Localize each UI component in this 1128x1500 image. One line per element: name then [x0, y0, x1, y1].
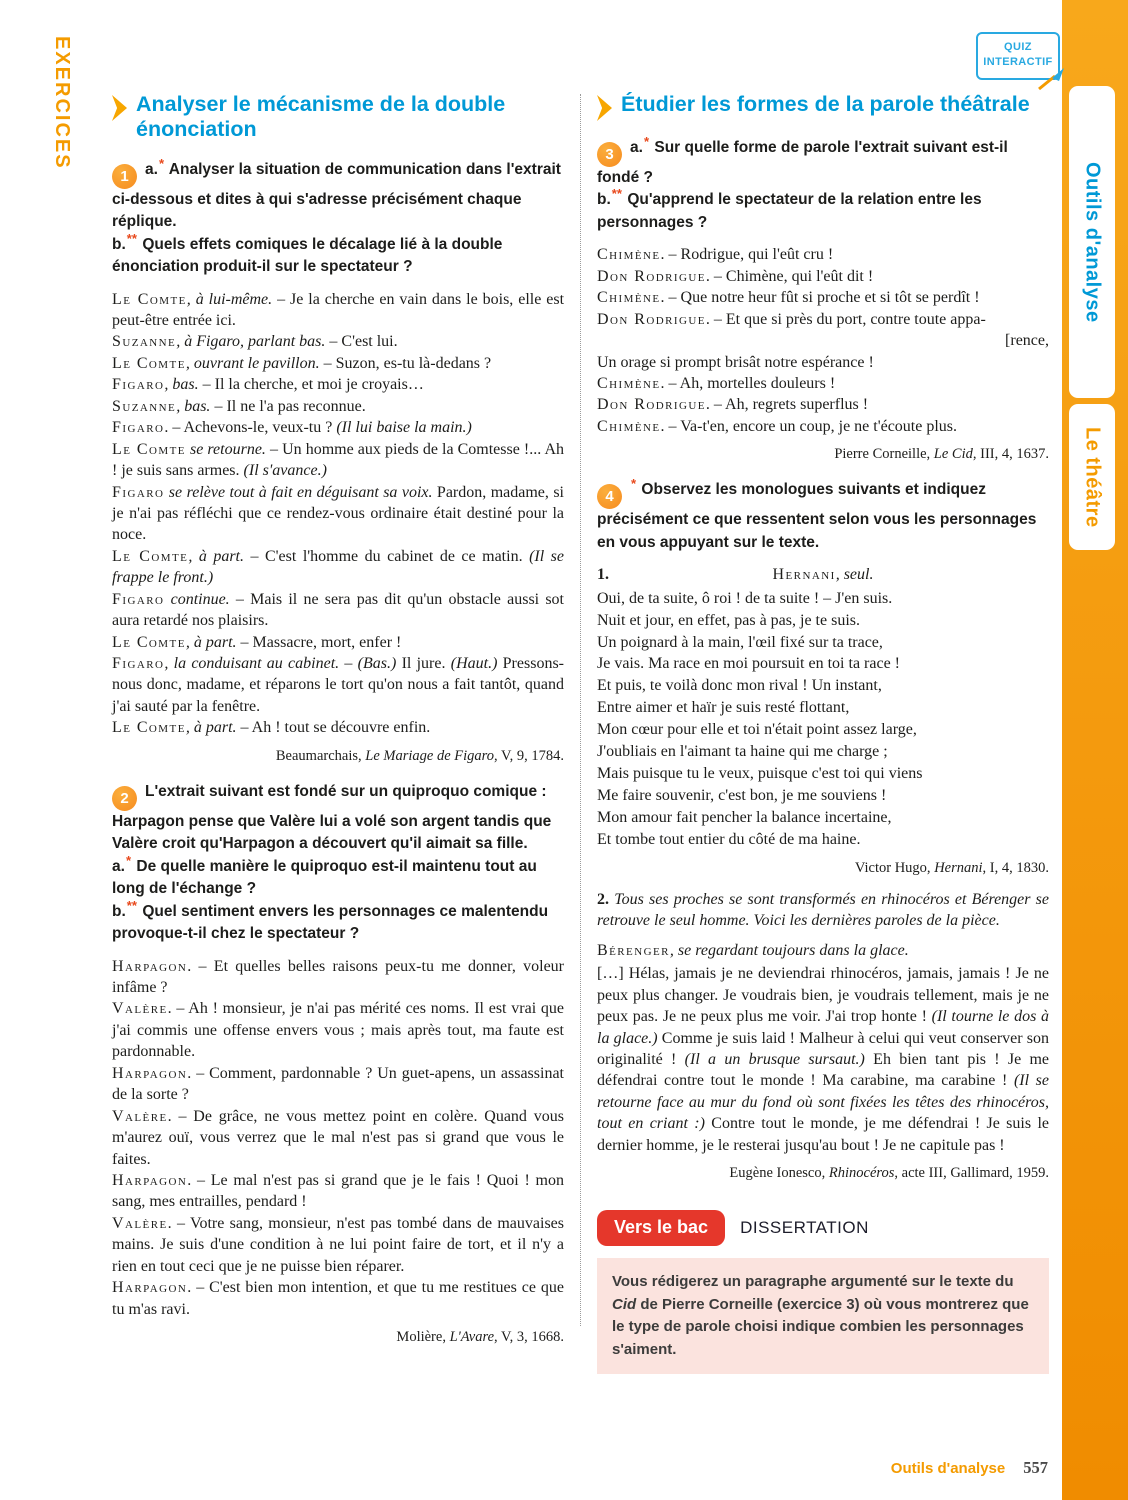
dialogue-line — [112, 353, 564, 374]
speaker-name: Suzanne — [112, 333, 177, 351]
text: , III, 4, 1637. — [972, 446, 1049, 463]
text: […] Hélas, jamais je ne deviendrai rhinocéros, jamais, jamais ! Je ne peux plus changer. Je voudrais bien, je voudrais tellement, mais je ne peux pas. Je ne peux plus me voir. J'ai trop honte ! — [597, 965, 1049, 1026]
bac-task-box — [597, 1258, 1049, 1374]
text: , V, 9, 1784. — [494, 747, 564, 764]
right-edge-strip — [1062, 0, 1128, 1500]
text: . – Ah, regrets superflus ! — [705, 396, 869, 414]
speaker-name: Harpagon — [112, 1064, 188, 1082]
text: – Ah ! tout se découvre enfin. — [236, 719, 431, 737]
content-columns — [112, 84, 1050, 1374]
italic-text: , à part. — [188, 547, 245, 565]
speaker-name: Le Comte — [112, 290, 187, 308]
hernani-header — [597, 564, 1049, 585]
italic-text: , bas. — [176, 397, 211, 415]
dialogue-line — [597, 309, 1049, 330]
text: . – Que notre heur fût si proche et si tôt se perdît ! — [660, 289, 980, 307]
text: Observez les monologues suivants et indiquez précisément ce que ressentent selon vous les personnages en vous appuyant sur le texte. — [597, 481, 1037, 551]
italic-text: (Bas.) — [357, 655, 397, 673]
text: . – Chimène, qui l'eût dit ! — [705, 267, 874, 285]
dialogue-line — [112, 589, 564, 632]
dialogue-line — [597, 330, 1049, 351]
speaker-name: Le Comte — [112, 633, 186, 651]
italic-text: , seul. — [835, 566, 874, 584]
text: , I, 4, 1830. — [982, 859, 1049, 876]
italic-text: , ouvrant le pavillon. — [185, 354, 320, 372]
text: Pardon, madame, si je n'ai pas réfléchi que ce rendez-vous ordinaire était destiné pour la noce. — [112, 483, 564, 544]
text: Eh bien tant pis ! Je me défendrai contre tout le monde ! Ma carabine, ma carabine ! — [597, 1050, 1050, 1090]
chevron-icon — [112, 95, 127, 121]
difficulty-asterisk: * — [125, 852, 132, 868]
ionesco-monologue — [597, 963, 1049, 1156]
text: Pressons-nous donc, madame, et réparons le tort qu'on nous a fait tantôt, quand j'ai sauté par la fenêtre. — [112, 655, 564, 715]
text: Sur quelle forme de parole l'extrait suivant est-il fondé ? — [597, 139, 1008, 186]
speaker-name: Don Rodrigue — [597, 310, 706, 328]
text: Qu'apprend le spectateur de la relation entre les personnages ? — [597, 191, 982, 231]
page-footer — [891, 1458, 1048, 1478]
text: b. — [597, 191, 611, 209]
italic-text: (Il se frappe le front.) — [112, 547, 564, 587]
text: . – C'est bien mon intention, et que tu me restitues ce que tu m'as ravi. — [112, 1279, 564, 1318]
speaker-name: Le Comte — [112, 354, 186, 372]
speaker-name: Chimène — [597, 246, 661, 264]
text: Il jure. — [396, 655, 451, 673]
text: Vous rédigerez un paragraphe argumenté sur le texte du — [612, 1273, 1014, 1291]
hernani-poem — [597, 588, 1049, 851]
quiz-badge-line1: QUIZ — [1004, 41, 1032, 53]
text: a. — [112, 857, 125, 875]
speaker-name: Valère — [112, 1214, 168, 1232]
speaker-name: Figaro — [112, 419, 165, 437]
section-heading-right — [597, 92, 1049, 121]
side-tab-le-theatre[interactable] — [1069, 404, 1115, 550]
italic-text: se retourne. — [185, 440, 266, 458]
text: – Il ne l'a pas reconnue. — [210, 397, 366, 415]
difficulty-asterisk: * — [643, 133, 650, 149]
text: b. — [112, 235, 126, 253]
vers-le-bac-badge: Vers le bac — [597, 1210, 725, 1246]
dialogue-line — [597, 352, 1049, 373]
beaumarchais-excerpt — [112, 289, 564, 739]
italic-text: , se regardant toujours dans la glace. — [669, 941, 909, 959]
text: a. — [630, 139, 643, 156]
text: . – Le mal n'est pas si grand que je le fais ! Quoi ! mon sang, mes entrailles, pendard ! — [112, 1171, 564, 1211]
dialogue-line — [112, 717, 564, 738]
exercise-4-question — [597, 476, 1049, 554]
text: . – De grâce, ne vous mettez point en colère. Quand vous m'aurez ouï, vous verrez que le mal n'est pas si grand que vous le faites. — [112, 1107, 564, 1168]
text: – Je la cherche en vain dans le bois, elle est peut-être entrée ici. — [112, 290, 565, 330]
exercise-number-badge: 3 — [597, 142, 622, 167]
speaker-name: Don Rodrigue — [597, 267, 706, 285]
text: – Suzon, es-tu là-dedans ? — [319, 354, 492, 372]
italic-text: Cid — [612, 1295, 637, 1313]
difficulty-asterisk: * — [158, 155, 165, 171]
italic-text: (Il lui baise la main.) — [336, 419, 472, 437]
text: . – Va-t'en, encore un coup, je ne t'écoute plus. — [660, 417, 958, 435]
italic-text: (Il se retourne face au mur du fond où sont fixées les têtes des rhinocéros, tout en criant :) — [597, 1072, 1049, 1133]
speaker-name: Hernani — [772, 566, 836, 584]
verse-line: J'oubliais en l'aimant ta haine qui me charge ; — [597, 743, 888, 761]
speaker-name: Harpagon — [112, 957, 188, 975]
cursor-arrow-icon — [1036, 67, 1066, 91]
dialogue-line — [112, 1277, 564, 1320]
verse-line: Nuit et jour, en effet, pas à pas, je te suis. — [597, 611, 860, 629]
section-title-right: Étudier les formes de la parole théâtrale — [621, 92, 1030, 116]
dialogue-line — [112, 546, 564, 589]
text: – — [339, 655, 358, 673]
text: L'extrait suivant est fondé sur un quiproquo comique : Harpagon pense que Valère lui a volé son argent tandis que Valère croit qu'Harpagon a découvert qu'il aimait sa fille. — [112, 782, 552, 853]
verse-line: Un poignard à la main, l'œil fixé sur ta trace, — [597, 633, 883, 651]
dialogue-line — [112, 1106, 564, 1170]
exercise-number-badge: 1 — [112, 164, 137, 189]
dialogue-line — [597, 244, 1049, 265]
text: – C'est l'homme du cabinet de ce matin. — [244, 547, 530, 565]
dialogue-line — [597, 266, 1049, 287]
text: [rence, — [1005, 332, 1049, 350]
text: Pierre Corneille, — [834, 446, 934, 463]
right-column — [597, 84, 1049, 1374]
speaker-name: Valère — [112, 1000, 168, 1018]
text: – C'est lui. — [325, 333, 398, 351]
dialogue-line — [112, 482, 564, 546]
moliere-attribution — [112, 1329, 564, 1346]
speaker-name: Le Comte — [112, 547, 189, 565]
text: . – Comment, pardonnable ? Un guet-apens, un assassinat de la sorte ? — [112, 1064, 564, 1104]
dialogue-line — [112, 632, 564, 653]
text: Comme je suis laid ! Malheur à celui qui veut conserver son originalité ! — [597, 1029, 1050, 1068]
text: – Un homme aux pieds de la Comtesse !... Ah ! je suis sans armes. — [112, 440, 564, 480]
speaker-name: Figaro — [112, 590, 165, 608]
text: Victor Hugo, — [854, 859, 935, 876]
italic-text: (Il s'avance.) — [243, 462, 327, 480]
moliere-excerpt — [112, 956, 564, 1320]
dialogue-line — [597, 416, 1049, 437]
speaker-name: Harpagon — [112, 1171, 188, 1189]
italic-text: Le Mariage de Figaro — [365, 747, 495, 764]
text: a. — [145, 160, 158, 178]
column-divider — [580, 94, 581, 1326]
corneille-attribution — [597, 446, 1049, 463]
dialogue-line — [597, 564, 1049, 585]
text: – Il la cherche, et moi je croyais… — [198, 376, 424, 394]
speaker-name: Le Comte — [112, 440, 186, 458]
speaker-name: Valère — [112, 1107, 168, 1125]
hernani-attribution — [597, 860, 1049, 877]
text: . – Ah ! monsieur, je n'ai pas mérité ces noms. Il est vrai que j'ai commis une offense envers vous ; mais après tout, ma faute est pardonnable. — [112, 1000, 564, 1061]
left-column — [112, 84, 564, 1374]
italic-text: , bas. — [164, 376, 199, 394]
dialogue-line — [112, 956, 564, 999]
section-title-left: Analyser le mécanisme de la double énonciation — [136, 92, 506, 142]
dialogue-line — [112, 331, 564, 352]
dialogue-line — [112, 417, 564, 438]
verse-line: Mon amour fait pencher la balance incertaine, — [597, 808, 892, 826]
text: . – Votre sang, monsieur, n'est pas tombé dans de mauvaises mains. Je suis d'une condition à ne lui point faire de tort, et il n'y a rien en tout ceci que je ne puisse bien réparer. — [112, 1214, 564, 1275]
ionesco-intro — [597, 889, 1049, 932]
italic-text: , à lui-même. — [186, 290, 273, 308]
quiz-interactif-badge[interactable] — [976, 32, 1060, 80]
text: Analyser la situation de communication dans l'extrait ci-dessous et dites à qui s'adresse précisément chaque réplique. — [112, 160, 561, 231]
italic-text: Rhinocéros — [828, 1165, 895, 1182]
ionesco-attribution — [597, 1165, 1049, 1182]
verse-line: Oui, de ta suite, ô roi ! de ta suite ! – J'en suis. — [597, 589, 893, 607]
dialogue-line — [597, 287, 1049, 308]
difficulty-asterisk: ** — [611, 186, 623, 202]
chevron-icon — [597, 95, 612, 121]
text: De quelle manière le quiproquo est-il maintenu tout au long de l'échange ? — [112, 857, 537, 898]
text: , acte III, Gallimard, 1959. — [894, 1165, 1049, 1182]
dialogue-line — [597, 394, 1049, 415]
section-heading-left — [112, 92, 564, 143]
italic-text: Le Cid — [933, 446, 973, 463]
bac-exercise-type: DISSERTATION — [740, 1218, 869, 1238]
italic-text: , la conduisant au cabinet. — [164, 655, 340, 673]
text: Molière, — [396, 1329, 450, 1346]
corneille-excerpt — [597, 244, 1049, 437]
speaker-name: Don Rodrigue — [597, 396, 706, 414]
italic-text: Hernani — [934, 859, 983, 876]
page-number: 557 — [1023, 1458, 1048, 1477]
text: – Mais il ne sera pas dit qu'un obstacle aussi sot aura retardé nos plaisirs. — [112, 590, 564, 630]
side-tab-theatre-label: Le théâtre — [1081, 426, 1104, 528]
verse-line: Entre aimer et haïr je suis resté flottant, — [597, 699, 850, 717]
text: . – Achevons-le, veux-tu ? — [164, 419, 337, 437]
vers-le-bac-row — [597, 1210, 1049, 1246]
text: – Massacre, mort, enfer ! — [236, 633, 402, 651]
italic-text: se relève tout à fait en déguisant sa voix. — [164, 483, 433, 501]
quiz-badge-line2: INTERACTIF — [983, 55, 1053, 68]
dialogue-line — [112, 1213, 564, 1277]
dialogue-line — [112, 653, 564, 717]
speaker-name: Suzanne — [112, 397, 177, 415]
verse-line: Mon cœur pour elle et toi n'était point assez large, — [597, 721, 917, 739]
verse-line: Je vais. Ma race en moi poursuit en toi ta race ! — [597, 655, 900, 673]
text: . – Ah, mortelles douleurs ! — [660, 375, 836, 393]
side-tab-outils-analyse[interactable] — [1069, 86, 1115, 398]
italic-text: (Il tourne le dos à la glace.) — [597, 1008, 1049, 1047]
dialogue-line — [112, 374, 564, 395]
text: Eugène Ionesco, — [729, 1165, 829, 1182]
text: . – Et que si près du port, contre toute appa- — [705, 310, 986, 328]
beaumarchais-attribution — [112, 748, 564, 765]
italic-text: L'Avare — [449, 1329, 495, 1346]
text: , V, 3, 1668. — [494, 1329, 564, 1346]
difficulty-asterisk: ** — [126, 897, 138, 913]
italic-text: continue. — [164, 590, 230, 608]
italic-text: , à part. — [185, 719, 237, 737]
speaker-name: Bérenger — [597, 941, 670, 959]
speaker-name: Chimène — [597, 289, 661, 307]
verse-line: Me faire souvenir, c'est bon, je me souviens ! — [597, 786, 887, 804]
italic-text: (Haut.) — [450, 655, 498, 673]
footer-section-label: Outils d'analyse — [890, 1460, 1006, 1477]
text: . – Et quelles belles raisons peux-tu me donner, voleur infâme ? — [112, 957, 564, 997]
dialogue-line — [112, 998, 564, 1062]
speaker-name: Chimène — [597, 375, 661, 393]
text: de Pierre Corneille (exercice 3) où vous montrerez que le type de parole choisi indique combien les personnages s'aiment. — [612, 1295, 1029, 1358]
bold-text: 2. — [597, 890, 615, 908]
exercise-3-question — [597, 133, 1049, 234]
italic-text: , à Figaro, parlant bas. — [176, 333, 326, 351]
dialogue-line — [112, 439, 564, 482]
ionesco-stage-direction — [597, 940, 1049, 961]
italic-text: , à part. — [185, 633, 237, 651]
speaker-name: Le Comte — [112, 719, 186, 737]
italic-text: (Il a un brusque sursaut.) — [684, 1050, 865, 1068]
speaker-name: Figaro — [112, 655, 165, 673]
text: . – Rodrigue, qui l'eût cru ! — [660, 246, 834, 264]
text: Quel sentiment envers les personnages ce malentendu provoque-t-il chez le spectateur ? — [112, 902, 549, 943]
verse-line: Et tombe tout entier du côté de ma haine. — [597, 830, 861, 848]
dialogue-line — [112, 1170, 564, 1213]
speaker-name: Harpagon — [112, 1279, 188, 1297]
italic-text: Tous ses proches se sont transformés en rhinocéros et Bérenger se retrouve le seul homme. Voici les dernières paroles de la pièce. — [597, 890, 1050, 930]
dialogue-line — [112, 396, 564, 417]
difficulty-asterisk: * — [631, 476, 637, 492]
exercise-1-question — [112, 155, 564, 279]
verse-line: Et puis, te voilà donc mon rival ! Un instant, — [597, 677, 882, 695]
text: b. — [112, 902, 126, 920]
speaker-name: Figaro — [112, 483, 165, 501]
text: Contre tout le monde, je me défendrai ! Je suis le dernier homme, je le resterai jusqu'au bout ! Je ne capitule pas ! — [597, 1115, 1049, 1154]
exercise-number-badge: 2 — [112, 786, 137, 811]
side-tab-outils-label: Outils d'analyse — [1081, 161, 1104, 323]
exercise-number-badge: 4 — [597, 484, 622, 509]
dialogue-line — [597, 373, 1049, 394]
speaker-name: Chimène — [597, 417, 661, 435]
dialogue-line — [112, 1063, 564, 1106]
exercices-side-label: EXERCICES — [51, 36, 73, 170]
difficulty-asterisk: ** — [126, 230, 138, 246]
text: Beaumarchais, — [275, 747, 366, 764]
verse-line: Mais puisque tu le veux, puisque c'est toi qui viens — [597, 764, 923, 782]
exercise-2-question — [112, 781, 564, 946]
speaker-name: Figaro — [112, 376, 165, 394]
dialogue-line — [112, 289, 564, 332]
item-number: 1. — [597, 566, 609, 584]
text: Quels effets comiques le décalage lié à la double énonciation produit-il sur le spectateur ? — [112, 235, 503, 276]
text: Un orage si prompt brisât notre espérance ! — [597, 353, 874, 371]
dialogue-line — [597, 940, 1049, 961]
